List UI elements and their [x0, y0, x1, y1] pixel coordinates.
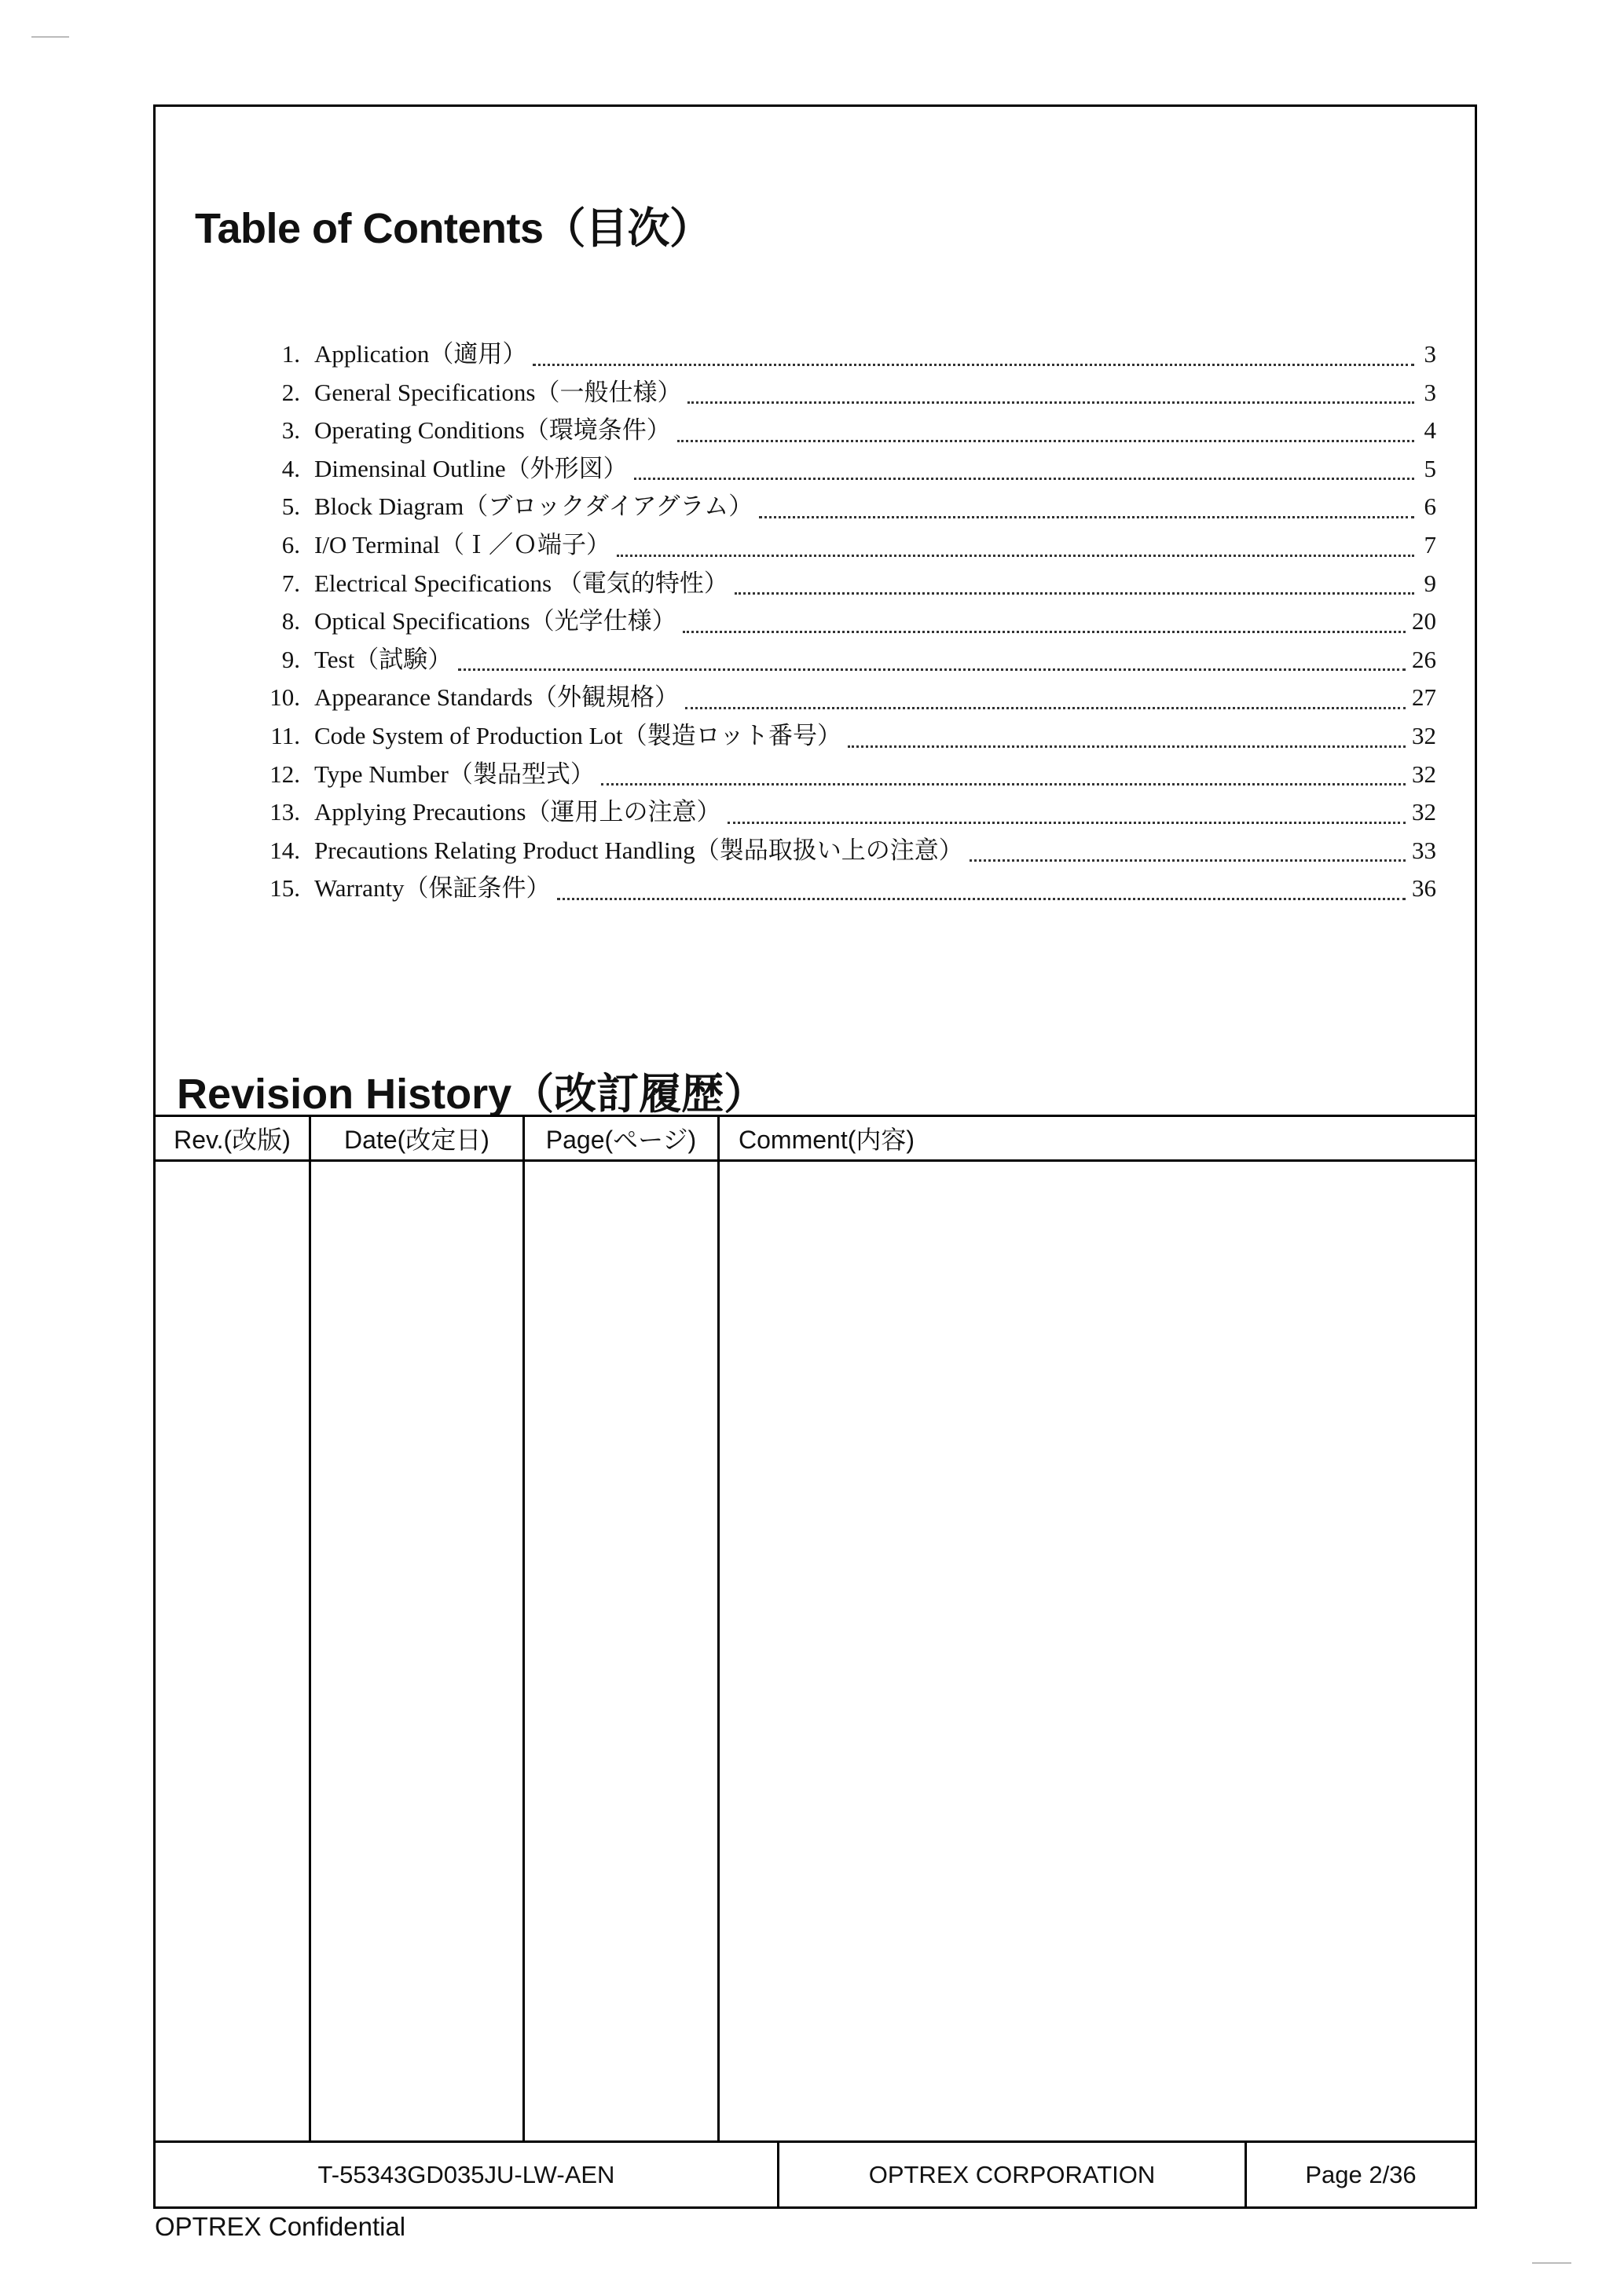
toc-entry[interactable]	[251, 563, 1436, 602]
toc-leader-dots	[735, 591, 1414, 595]
toc-number: 9.	[281, 645, 300, 673]
toc-number: 13.	[269, 798, 300, 826]
toc-entry[interactable]	[251, 830, 1436, 869]
toc-entry-text: Warranty（保証条件）	[314, 874, 551, 903]
revision-cell-rev	[155, 1161, 310, 2141]
toc-number: 8.	[281, 607, 300, 635]
toc-page-number: 3	[1424, 378, 1436, 406]
toc-entry[interactable]	[251, 486, 1436, 525]
toc-leader-dots	[848, 745, 1406, 748]
toc-leader-dots	[533, 363, 1414, 366]
toc-entry-text: Optical Specifications（光学仕様）	[314, 607, 676, 635]
toc-entry[interactable]	[251, 754, 1436, 793]
toc-entry[interactable]	[251, 525, 1436, 563]
toc-entry-text: Application（適用）	[314, 340, 527, 368]
scan-mark-bottom-right	[1532, 2262, 1571, 2264]
revision-history-title: Revision History（改訂履歴）	[177, 1071, 767, 1118]
toc-entry[interactable]	[251, 449, 1436, 487]
toc-entry[interactable]	[251, 677, 1436, 716]
column-header-page: Page(ページ)	[524, 1116, 719, 1161]
toc-number: 12.	[269, 760, 300, 788]
toc-entry-text: Operating Conditions（環境条件）	[314, 416, 671, 445]
toc-leader-dots	[557, 897, 1406, 900]
footer-page-number: Page 2/36	[1246, 2142, 1476, 2208]
toc-page-number: 33	[1412, 836, 1436, 864]
revision-history-table	[153, 1115, 1477, 2140]
toc-entry-text: Test（試験）	[314, 645, 453, 673]
toc-leader-dots	[601, 782, 1406, 785]
toc-leader-dots	[970, 859, 1406, 862]
toc-entry-text: General Specifications（一般仕様）	[314, 378, 682, 406]
toc-number: 2.	[281, 378, 300, 406]
toc-leader-dots	[677, 439, 1414, 442]
toc-entry-text: Precautions Relating Product Handling（製品取扱い上の注意）	[314, 836, 963, 864]
toc-entry[interactable]	[251, 601, 1436, 639]
column-header-rev: Rev.(改版)	[155, 1116, 310, 1161]
toc-number: 15.	[269, 874, 300, 903]
footer-company: OPTREX CORPORATION	[779, 2142, 1246, 2208]
toc-leader-dots	[617, 554, 1414, 557]
toc-title: Table of Contents（目次）	[195, 205, 712, 252]
toc-leader-dots	[687, 401, 1414, 404]
toc-page-number: 6	[1424, 493, 1436, 521]
toc-leader-dots	[458, 668, 1406, 671]
column-header-date: Date(改定日)	[310, 1116, 524, 1161]
scan-mark-top-left	[31, 36, 69, 38]
toc-entry[interactable]	[251, 792, 1436, 830]
column-header-comment: Comment(内容)	[719, 1116, 1476, 1161]
toc-page-number: 36	[1412, 874, 1436, 903]
toc-number: 1.	[281, 340, 300, 368]
toc-number: 10.	[269, 683, 300, 712]
toc-entry[interactable]	[251, 639, 1436, 678]
revision-cell-page	[524, 1161, 719, 2141]
toc-page-number: 5	[1424, 454, 1436, 482]
revision-cell-comment	[719, 1161, 1476, 2141]
toc-number: 4.	[281, 454, 300, 482]
toc-page-number: 32	[1412, 798, 1436, 826]
toc-entry[interactable]	[251, 716, 1436, 754]
toc-entry-text: Code System of Production Lot（製造ロット番号）	[314, 721, 842, 749]
toc-list	[251, 334, 1436, 906]
toc-leader-dots	[634, 477, 1414, 480]
toc-number: 11.	[270, 721, 300, 749]
toc-number: 5.	[281, 493, 300, 521]
toc-page-number: 26	[1412, 645, 1436, 673]
toc-page-number: 32	[1412, 760, 1436, 788]
toc-page-number: 20	[1412, 607, 1436, 635]
toc-page-number: 27	[1412, 683, 1436, 712]
toc-entry-text: Type Number（製品型式）	[314, 760, 595, 788]
revision-cell-date	[310, 1161, 524, 2141]
toc-leader-dots	[685, 706, 1406, 709]
footer-row	[155, 2142, 1476, 2208]
footer-doc-number: T-55343GD035JU-LW-AEN	[155, 2142, 779, 2208]
toc-leader-dots	[759, 515, 1414, 518]
toc-entry-text: Block Diagram（ブロックダイアグラム）	[314, 493, 753, 521]
toc-page-number: 3	[1424, 340, 1436, 368]
toc-number: 7.	[281, 569, 300, 597]
toc-entry-text: Applying Precautions（運用上の注意）	[314, 798, 721, 826]
revision-header-row	[155, 1116, 1476, 1161]
toc-leader-dots	[683, 630, 1406, 633]
toc-page-number: 9	[1424, 569, 1436, 597]
toc-number: 6.	[281, 530, 300, 558]
confidential-label: OPTREX Confidential	[155, 2212, 406, 2241]
toc-entry-text: I/O Terminal（Ｉ／Ｏ端子）	[314, 530, 610, 558]
toc-entry-text: Electrical Specifications （電気的特性）	[314, 569, 728, 597]
toc-entry-text: Dimensinal Outline（外形図）	[314, 454, 628, 482]
toc-page-number: 7	[1424, 530, 1436, 558]
toc-entry[interactable]	[251, 868, 1436, 906]
toc-entry-text: Appearance Standards（外観規格）	[314, 683, 680, 712]
toc-entry[interactable]	[251, 410, 1436, 449]
footer-table	[153, 2140, 1477, 2209]
toc-page-number: 4	[1424, 416, 1436, 445]
toc-entry[interactable]	[251, 372, 1436, 411]
revision-empty-row	[155, 1161, 1476, 2141]
toc-entry[interactable]	[251, 334, 1436, 372]
toc-leader-dots	[728, 821, 1406, 824]
toc-number: 14.	[269, 836, 300, 864]
toc-number: 3.	[281, 416, 300, 445]
toc-page-number: 32	[1412, 721, 1436, 749]
